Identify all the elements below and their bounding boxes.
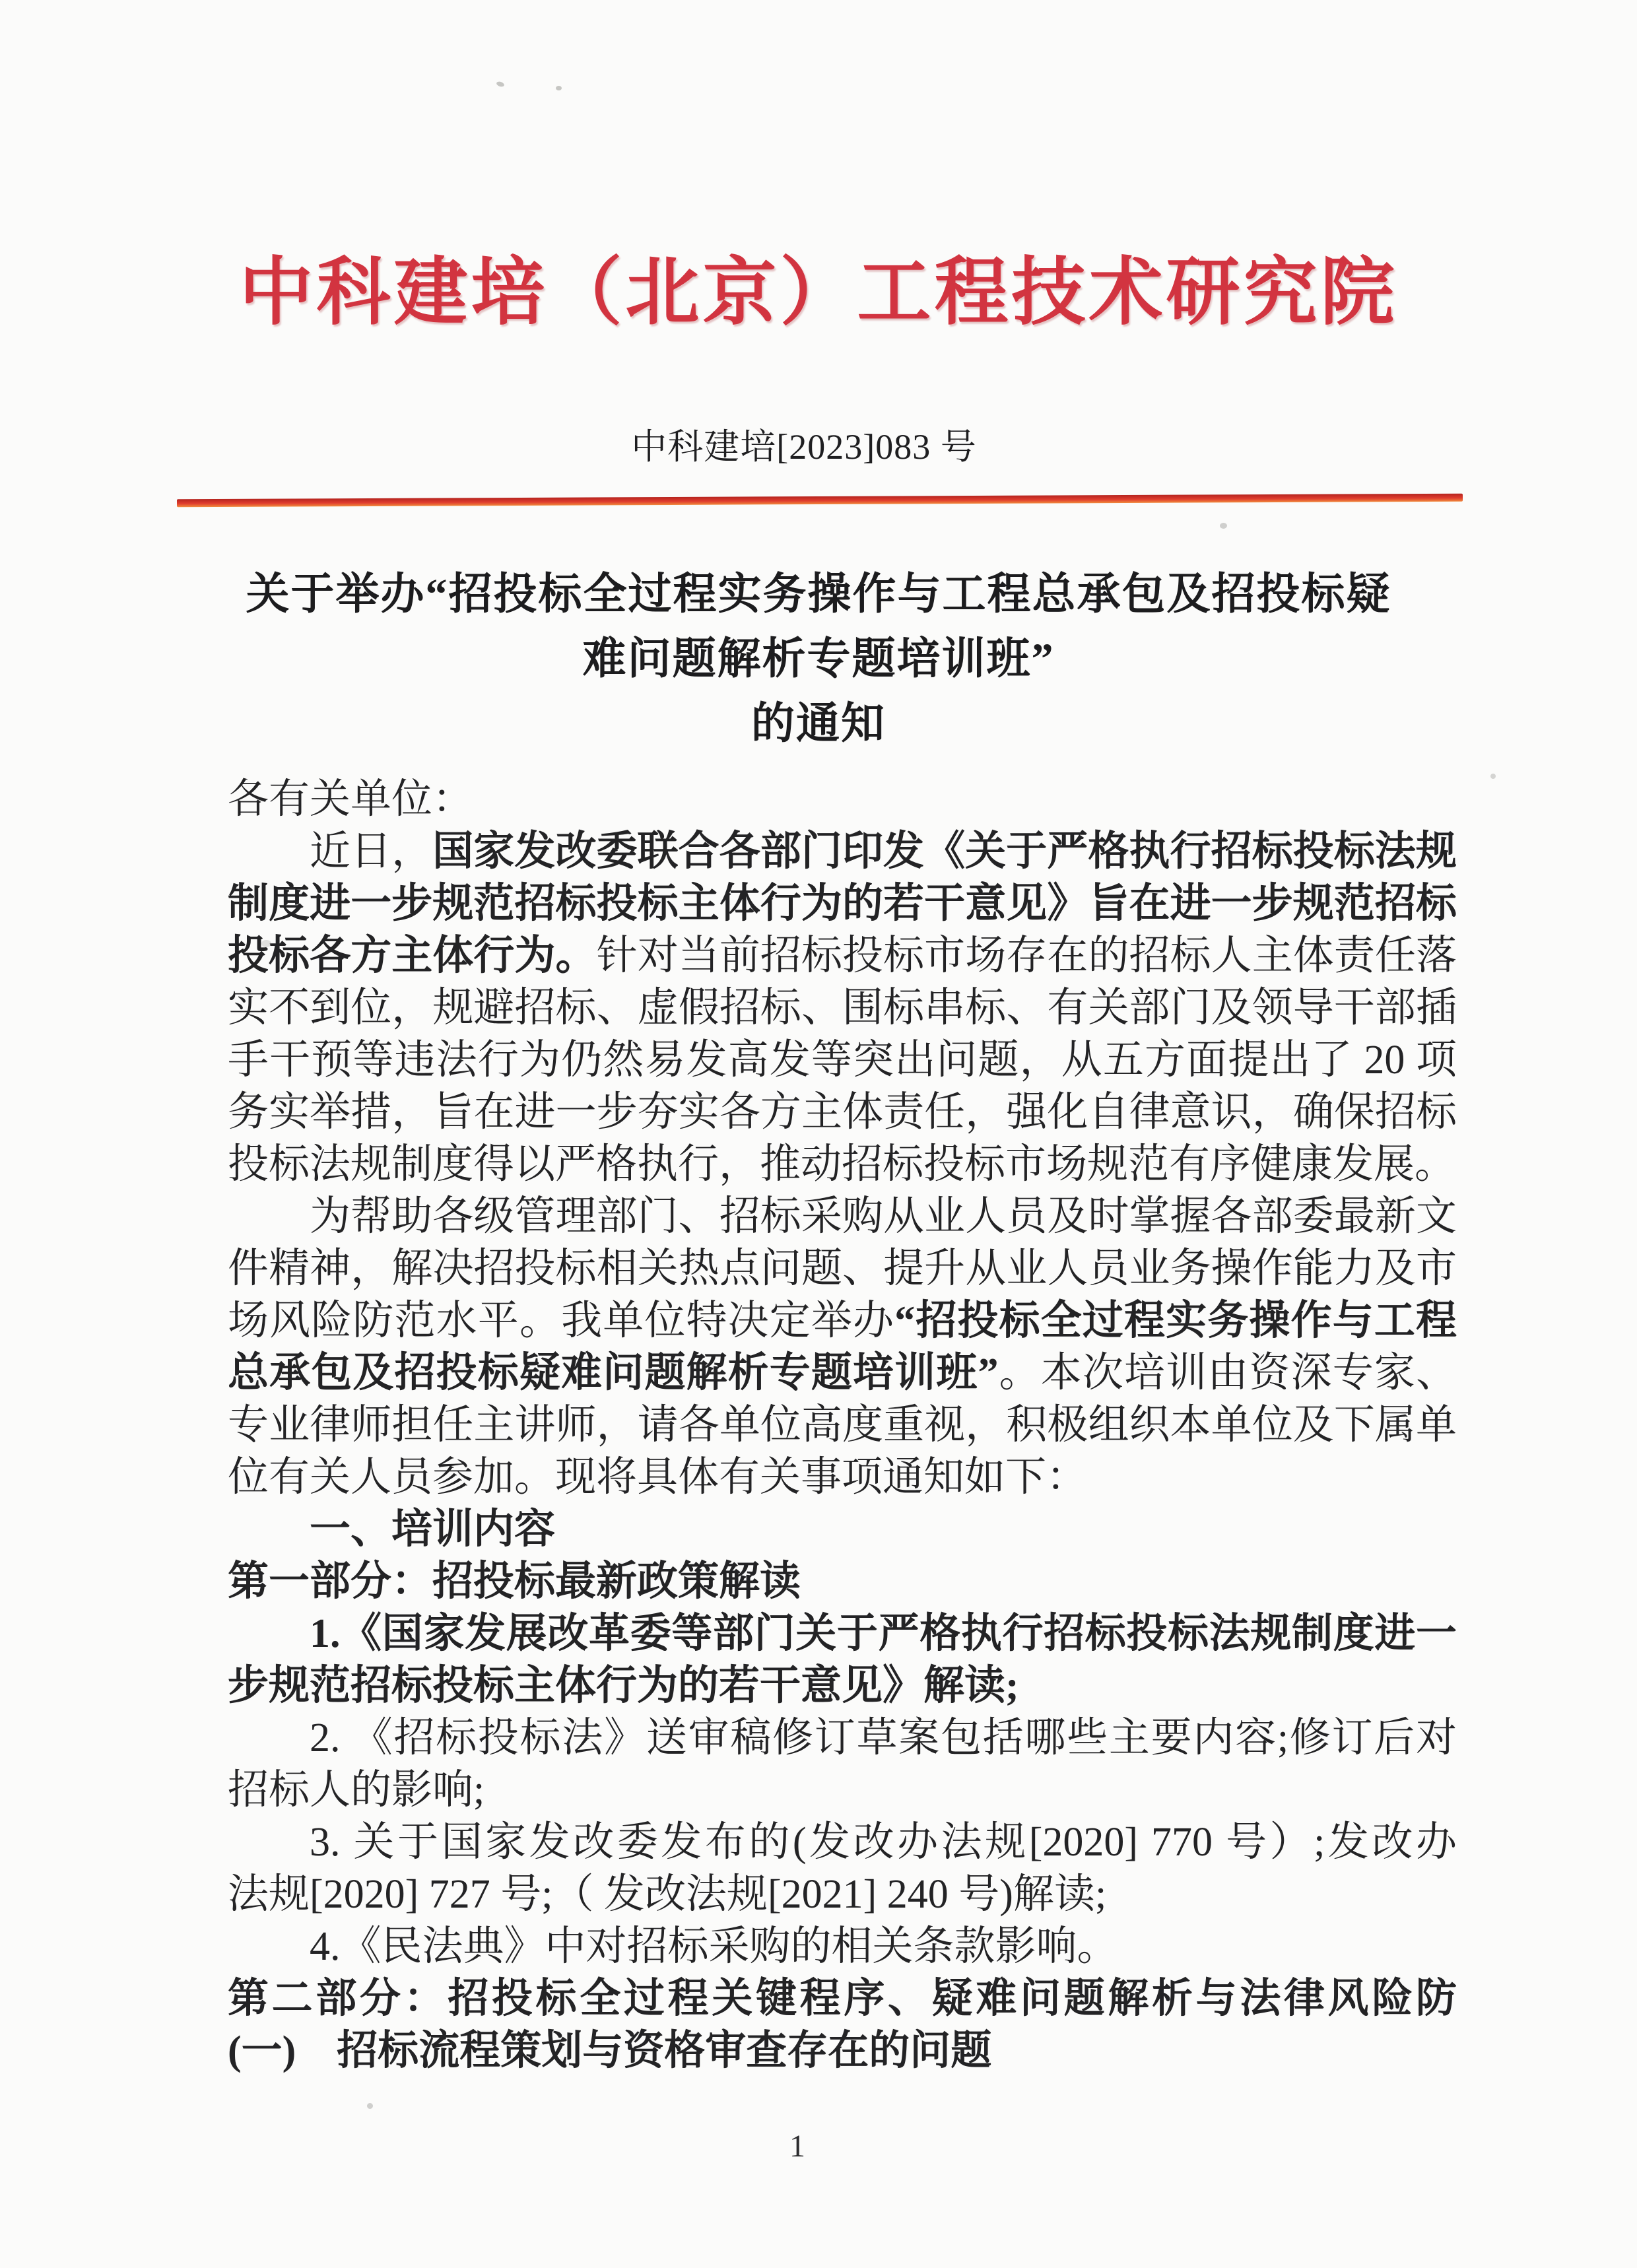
body-line bbox=[228, 1869, 1457, 1921]
body-line bbox=[228, 1139, 1457, 1191]
body-text-segment: 场风险防范水平。我单位特决定举办 bbox=[228, 1298, 895, 1343]
scan-speck bbox=[556, 86, 562, 90]
body-line bbox=[228, 1034, 1457, 1086]
body-line bbox=[228, 1712, 1457, 1764]
letterhead-red-rule bbox=[177, 494, 1463, 507]
body-text-segment: 2. 《招标投标法》送审稿修订草案包括哪些主要内容;修订后对 bbox=[310, 1716, 1457, 1760]
body-text-segment: 专业律师担任主讲师，请各单位高度重视，积极组织本单位及下属单 bbox=[228, 1403, 1457, 1448]
body-text-segment: 一、培训内容 bbox=[310, 1507, 556, 1552]
body-line bbox=[228, 1556, 1457, 1608]
body-text-segment: 务实举措，旨在进一步夯实各方主体责任，强化自律意识，确保招标 bbox=[228, 1090, 1457, 1135]
body-line bbox=[228, 2025, 1457, 2077]
body-line bbox=[228, 982, 1457, 1034]
body-text-segment: 第一部分：招投标最新政策解读 bbox=[228, 1559, 801, 1604]
scan-speck bbox=[1490, 774, 1496, 779]
body-line bbox=[228, 1295, 1457, 1347]
body-text-segment: 件精神，解决招投标相关热点问题、提升从业人员业务操作能力及市 bbox=[228, 1246, 1457, 1291]
scan-speck bbox=[496, 81, 505, 87]
body-line bbox=[228, 1608, 1457, 1660]
scan-speck bbox=[1220, 523, 1227, 529]
document-title-line-3: 的通知 bbox=[751, 700, 886, 748]
body-text-segment: 招标人的影响; bbox=[228, 1768, 485, 1813]
body-line bbox=[228, 930, 1457, 982]
body-text-segment: 手干预等违法行为仍然易发高发等突出问题，从五方面提出了 20 项 bbox=[228, 1038, 1457, 1083]
body-text-segment: 近日， bbox=[310, 829, 433, 874]
body-line bbox=[228, 1660, 1457, 1712]
body-text-segment: 法规[2020] 727 号;（ 发改法规[2021] 240 号)解读; bbox=[228, 1872, 1107, 1917]
body-text bbox=[228, 774, 1457, 2077]
body-text-segment: 投标各方主体行为。 bbox=[228, 933, 597, 978]
document-title-line-1: 关于举办“招投标全过程实务操作与工程总承包及招投标疑 bbox=[246, 570, 1391, 618]
body-text-segment: 实不到位，规避招标、虚假招标、围标串标、有关部门及领导干部插 bbox=[228, 985, 1457, 1030]
body-text-segment: 制度进一步规范招标投标主体行为的若干意见》旨在进一步规范招标 bbox=[228, 881, 1457, 926]
scan-speck bbox=[261, 940, 271, 947]
body-text-segment: (一) 招标流程策划与资格审查存在的问题 bbox=[228, 2028, 992, 2073]
body-line bbox=[228, 1921, 1457, 1973]
body-text-segment: 4.《民法典》中对招标采购的相关条款影响。 bbox=[310, 1924, 1118, 1969]
body-line bbox=[228, 1086, 1457, 1139]
body-line bbox=[228, 1399, 1457, 1451]
page-number: 1 bbox=[789, 2129, 805, 2164]
scan-speck bbox=[367, 2103, 373, 2109]
body-text-segment: 1.《国家发展改革委等部门关于严格执行招标投标法规制度进一 bbox=[310, 1611, 1457, 1656]
document-title-line-2: 难问题解析专题培训班” bbox=[582, 635, 1055, 683]
body-line bbox=[228, 1817, 1457, 1869]
body-text-segment: 位有关人员参加。现将具体有关事项通知如下： bbox=[228, 1455, 1088, 1500]
body-text-segment: 各有关单位： bbox=[228, 777, 474, 822]
body-text-segment: 第二部分：招投标全过程关键程序、疑难问题解析与法律风险防 bbox=[228, 1976, 1457, 2021]
body-line bbox=[228, 1347, 1457, 1399]
body-text-segment: 步规范招标投标主体行为的若干意见》解读; bbox=[228, 1663, 1019, 1708]
body-text-segment: 3. 关于国家发改委发布的(发改办法规[2020] 770 号）;发改办 bbox=[310, 1820, 1457, 1865]
body-text-segment: 总承包及招投标疑难问题解析专题培训班” bbox=[228, 1351, 999, 1395]
body-text-segment: 国家发改委联合各部门印发《关于严格执行招标投标法规 bbox=[432, 829, 1457, 874]
letterhead-org-title: 中科建培（北京）工程技术研究院 bbox=[239, 252, 1398, 334]
body-line bbox=[228, 774, 1457, 826]
body-text-segment: “招投标全过程实务操作与工程 bbox=[894, 1298, 1457, 1343]
body-text-segment: 为帮助各级管理部门、招标采购从业人员及时掌握各部委最新文 bbox=[310, 1194, 1457, 1239]
body-line bbox=[228, 1191, 1457, 1243]
body-line bbox=[228, 826, 1457, 878]
body-line bbox=[228, 1451, 1457, 1504]
body-line bbox=[228, 878, 1457, 930]
body-line bbox=[228, 1973, 1457, 2025]
body-line bbox=[228, 1764, 1457, 1817]
body-line bbox=[228, 1243, 1457, 1295]
body-text-segment: 。本次培训由资深专家、 bbox=[998, 1351, 1457, 1395]
body-line bbox=[228, 1504, 1457, 1556]
document-title bbox=[198, 562, 1439, 756]
body-text-segment: 针对当前招标投标市场存在的招标人主体责任落 bbox=[596, 933, 1457, 978]
document-number: 中科建培[2023]083 号 bbox=[631, 427, 977, 467]
body-text-segment: 投标法规制度得以严格执行，推动招标投标市场规范有序健康发展。 bbox=[228, 1142, 1456, 1187]
